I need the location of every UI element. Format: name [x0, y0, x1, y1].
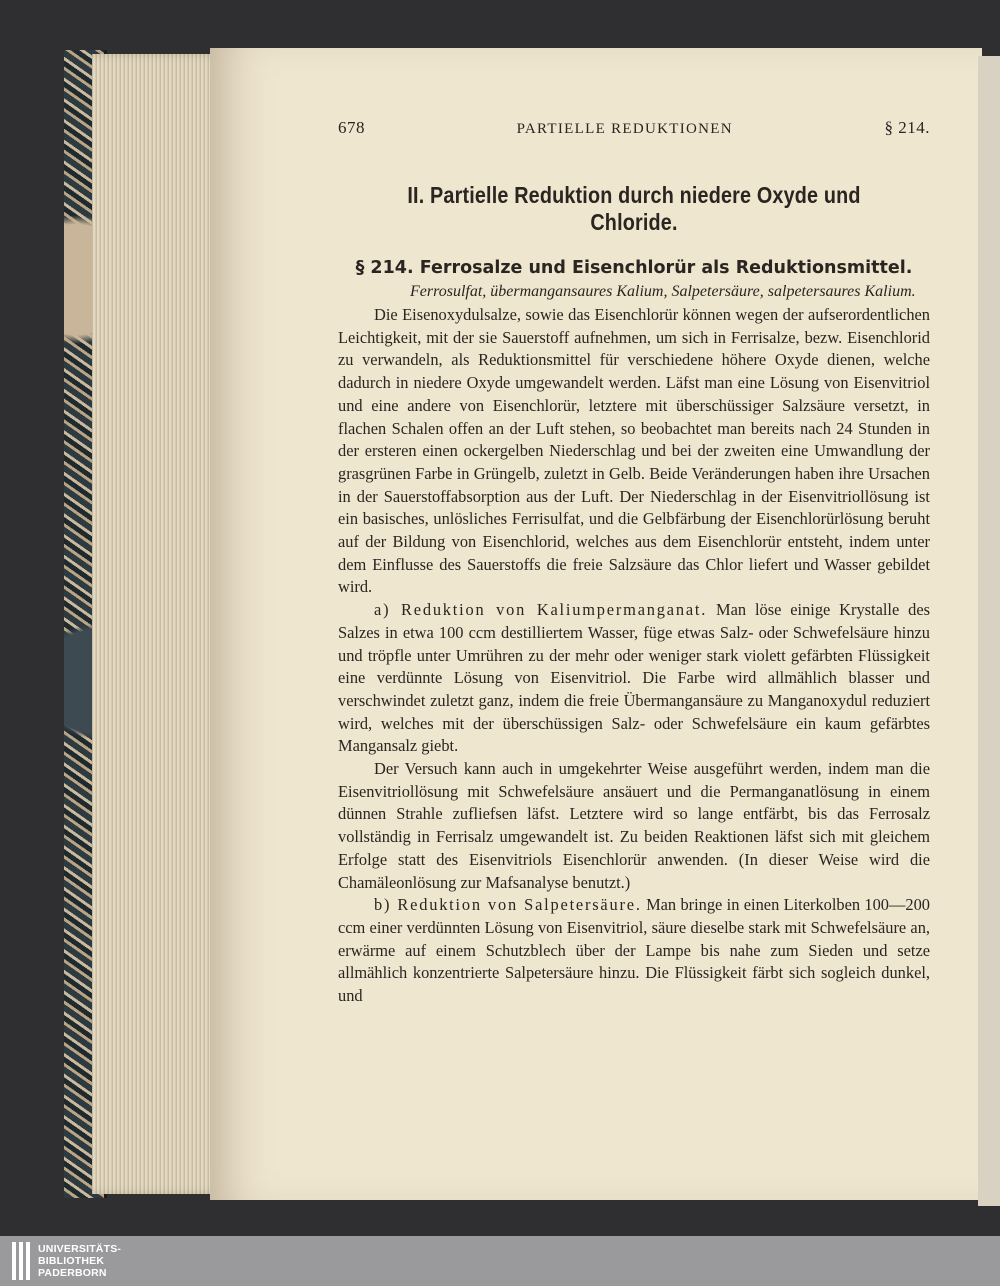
paragraph-a	[338, 599, 930, 758]
running-head-section: § 214.	[884, 118, 930, 137]
library-logo-text	[38, 1243, 121, 1279]
paragraph-b	[338, 894, 930, 1008]
section-subtitle: Ferrosulfat, übermangansaures Kalium, Salpetersäure, salpetersaures Kalium.	[410, 283, 916, 300]
paragraph-a-label: a) Reduktion von Kaliumpermanganat.	[374, 600, 708, 620]
logo-line-2: BIBLIOTHEK	[38, 1255, 105, 1267]
running-head-title: PARTIELLE REDUKTIONEN	[516, 121, 733, 137]
paragraph-b-text: Man bringe in einen Literkolben 100—200 ccm einer verdünnten Lösung von Eisenvitriol, säure dieselbe stark mit Schwefelsäure an, erwärme auf einem Schutzblech über der Lampe bis nahe zum Sieden und setze allmählich konzentrierte Salpetersäure hinzu. Die Flüssigkeit färbt sich sogleich dunkel, und	[338, 895, 930, 1006]
library-logo-icon	[12, 1242, 30, 1280]
footer-bar	[0, 1236, 1000, 1286]
logo-line-1: UNIVERSITÄTS-	[38, 1243, 122, 1255]
logo-line-3: PADERBORN	[38, 1267, 107, 1279]
page-content	[338, 118, 930, 1008]
running-head	[338, 118, 930, 138]
page-right-edge	[978, 56, 1000, 1206]
paragraph-b-label: b) Reduktion von Salpetersäure.	[374, 895, 642, 915]
section-title: § 214. Ferrosalze und Eisenchlorür als Reduktionsmittel.	[355, 258, 913, 278]
paragraph-intro: Die Eisenoxydulsalze, sowie das Eisenchlorür können wegen der aufserordentlichen Leichtigkeit, mit der sie Sauerstoff aufnehmen, um sich in Ferrisalze, bezw. Eisenchlorid zu verwandeln, als Reduktionsmittel für verschiedene höhere Oxyde dienen, welche dadurch in niedere Oxyde umgewandelt werden. Läfst man eine Lösung von Eisenvitriol und eine andere von Eisenchlorür, letztere mit überschüssiger Salzsäure versetzt, in flachen Schalen offen an der Luft stehen, so beobachtet man bereits nach 24 Stunden in der ersteren einen ockergelben Niederschlag und bei der zweiten eine Umwandlung der grasgrünen Farbe in Grüngelb, zuletzt in Gelb. Beide Veränderungen haben ihre Ursachen in der Sauerstoffabsorption aus der Luft. Der Niederschlag in der Eisenvitriollösung ist ein basisches, unlösliches Ferrisulfat, und die Gelbfärbung der Eisenchlorürlösung beruht auf der Bildung von Eisenchlorid, welches aus dem Eisenchlorür entsteht, indem unter dem Einflusse des Sauerstoffs die freie Salzsäure das Chlor liefert und Wasser gebildet wird.	[338, 305, 930, 597]
paragraph-reverse: Der Versuch kann auch in umgekehrter Weise ausgeführt werden, indem man die Eisenvitriollösung mit Schwefelsäure ansäuert und die Permanganatlösung in einem dünnen Strahle zufliefsen läfst. Letztere wird so lange entfärbt, bis das Ferrosalz vollständig in Ferrisalz umgewandelt ist. Zu beiden Reaktionen läfst sich mit gleichem Erfolge statt des Eisenvitriols Eisenchlorür anwenden. (In dieser Weise wird die Chamäleonlösung zur Mafsanalyse benutzt.)	[338, 759, 930, 892]
paragraph-a-text: Man löse einige Krystalle des Salzes in etwa 100 ccm destilliertem Wasser, füge etwas Salz- oder Schwefelsäure hinzu und tröpfle unter Umrühren zu der mehr oder weniger stark violett gefärbten Flüssigkeit eine verdünnte Lösung von Eisenvitriol. Die Farbe wird allmählich blasser und verschwindet zuletzt ganz, indem die freie Übermangansäure zu Manganoxydul reduziert wird, welches mit der überschüssigen Salz- oder Schwefelsäure ein kaum gefärbtes Mangansalz giebt.	[338, 600, 930, 756]
page-number: 678	[338, 118, 365, 137]
library-logo	[12, 1238, 142, 1284]
chapter-title: II. Partielle Reduktion durch niedere Oxyde und Chloride.	[407, 182, 861, 235]
